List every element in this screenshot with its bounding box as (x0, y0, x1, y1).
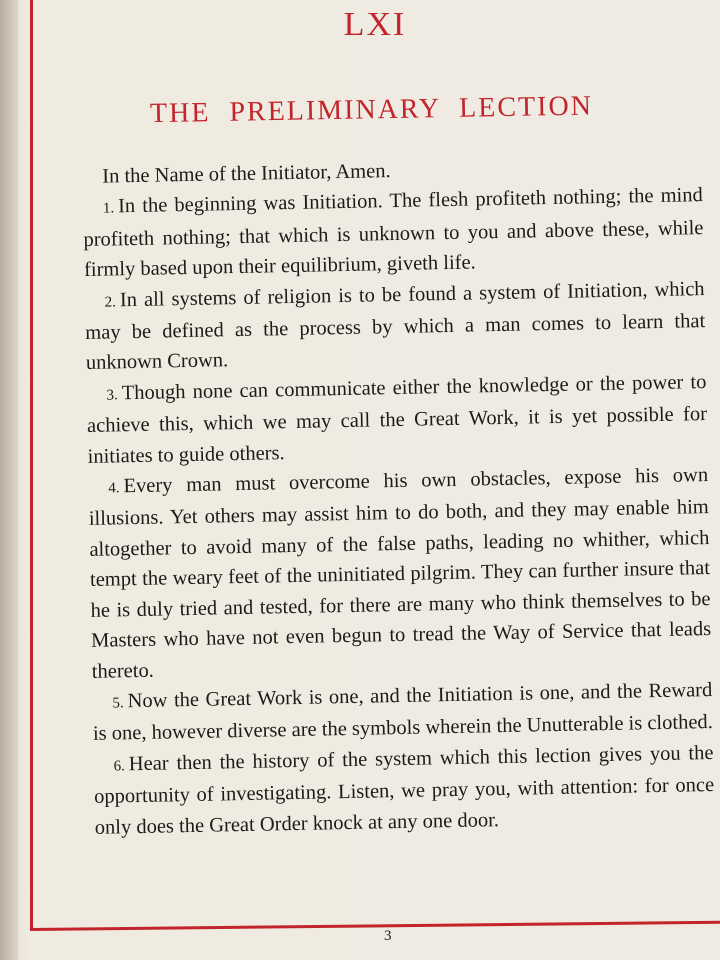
paragraph-2 (84, 274, 706, 379)
page-edge (0, 0, 18, 960)
paragraph-text: Now the Great Work is one, and the Initiation is one, and the Reward is one, however diverse are the symbols wherein the Unutterable is clothed. (92, 678, 714, 746)
page-number: 3 (384, 928, 392, 944)
paragraph-text: Though none can communicate either the knowledge or the power to achieve this, which we may call the Great Work, it is yet possible for initiates to guide others. (86, 370, 708, 468)
paragraph-text: In the beginning was Initiation. The flesh profiteth nothing; the mind profiteth nothing; that which is unknown to you and above these, while firmly based upon their equilibrium, giveth life. (83, 184, 704, 282)
paragraph-number: 3. (106, 387, 118, 404)
paragraph-3 (86, 367, 708, 472)
paragraph-5 (92, 675, 713, 750)
paragraph-text: Hear then the history of the system which this lection gives you the opportunity of investigating. Listen, we pray you, with attention: for once only does the Great Order knock at any one door. (93, 741, 715, 839)
paragraph-number: 5. (112, 695, 124, 712)
red-border-bottom (30, 921, 720, 931)
red-border-left (30, 0, 33, 930)
text-block (82, 150, 715, 843)
paragraph-number: 1. (102, 200, 115, 218)
paragraph-number: 2. (104, 294, 117, 311)
paragraph-6 (93, 738, 715, 843)
paragraph-text: In all systems of religion is to be found a system of Initiation, which may be defined as the process by which a man comes to learn that unknown Crown. (85, 277, 706, 375)
invocation-line: In the Name of the Initiator, Amen. (102, 160, 391, 188)
chapter-number: LXI (343, 6, 407, 43)
paragraph-number: 4. (108, 480, 120, 497)
section-title: THE PRELIMINARY LECTION (149, 90, 594, 130)
paragraph-text: Every man must overcome his own obstacles, expose his own illusions. Yet others may assist him to do both, and they may enable him altogether to avoid many of the false paths, leading no whither, which tempt the weary feet of the uninitiated pilgrim. They can further insure that he is duly tried and tested, for there are many who think themselves to be Masters who have not even begun to tread the Way of Service that leads thereto. (88, 464, 712, 683)
paragraph-4 (88, 460, 712, 687)
paragraph-number: 6. (113, 758, 126, 775)
paragraph-1 (83, 180, 705, 285)
